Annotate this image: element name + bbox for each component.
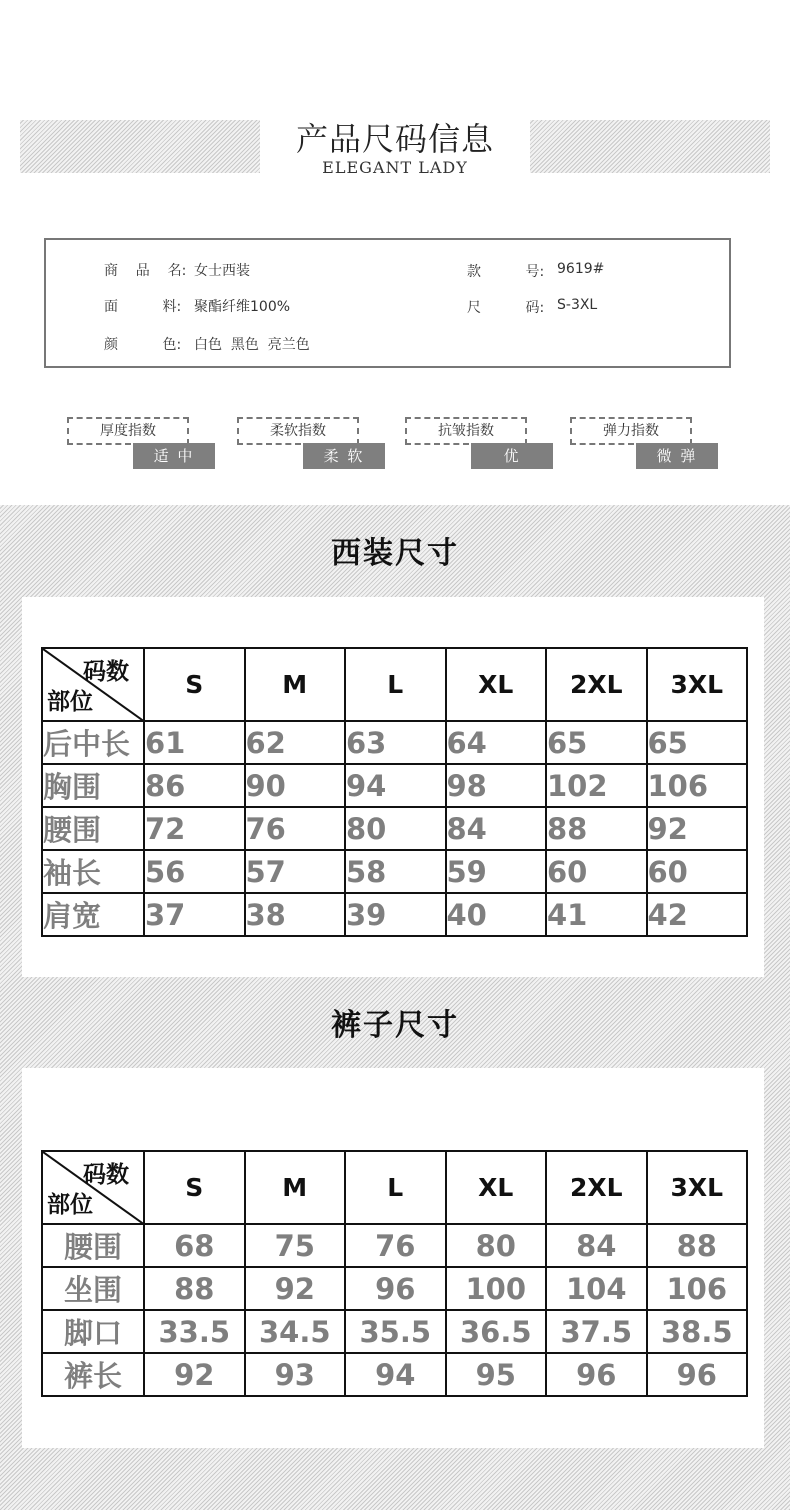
table-cell: 80 bbox=[446, 1224, 547, 1267]
table-cell: 40 bbox=[446, 893, 547, 936]
size-header-xl: XL bbox=[446, 1151, 547, 1224]
row-label: 后中长 bbox=[42, 721, 144, 764]
elasticity-index-value: 微 弹 bbox=[636, 443, 718, 469]
table-row bbox=[42, 721, 747, 764]
table-cell: 94 bbox=[345, 764, 446, 807]
table-cell: 88 bbox=[144, 1267, 245, 1310]
softness-index-value: 柔 软 bbox=[303, 443, 385, 469]
suit-size-title: 西装尺寸 bbox=[331, 536, 459, 571]
name-value: 女士西装 bbox=[194, 263, 250, 279]
table-cell: 102 bbox=[546, 764, 647, 807]
table-row bbox=[42, 1353, 747, 1396]
table-cell: 96 bbox=[345, 1267, 446, 1310]
elasticity-index-label: 弹力指数 bbox=[570, 417, 692, 445]
corner-size-label: 码数 bbox=[83, 1162, 129, 1188]
page-subtitle: ELEGANT LADY bbox=[322, 158, 468, 177]
table-cell: 37.5 bbox=[546, 1310, 647, 1353]
table-cell: 60 bbox=[647, 850, 748, 893]
page-title: 产品尺码信息 bbox=[295, 120, 494, 158]
style-value: 9619# bbox=[557, 261, 605, 277]
corner-part-label: 部位 bbox=[47, 689, 93, 715]
table-cell: 65 bbox=[546, 721, 647, 764]
table-cell: 86 bbox=[144, 764, 245, 807]
table-cell: 96 bbox=[647, 1353, 748, 1396]
size-header-m: M bbox=[245, 648, 346, 721]
table-cell: 80 bbox=[345, 807, 446, 850]
table-row bbox=[42, 1310, 747, 1353]
table-cell: 76 bbox=[245, 807, 346, 850]
table-cell: 59 bbox=[446, 850, 547, 893]
table-cell: 58 bbox=[345, 850, 446, 893]
suit-size-table bbox=[41, 647, 748, 937]
suit-table-corner bbox=[42, 648, 144, 721]
product-info-box bbox=[44, 238, 731, 368]
row-label: 腰围 bbox=[42, 807, 144, 850]
table-cell: 104 bbox=[546, 1267, 647, 1310]
row-label: 胸围 bbox=[42, 764, 144, 807]
table-cell: 98 bbox=[446, 764, 547, 807]
table-cell: 76 bbox=[345, 1224, 446, 1267]
softness-index-label: 柔软指数 bbox=[237, 417, 359, 445]
table-cell: 100 bbox=[446, 1267, 547, 1310]
size-header-l: L bbox=[345, 1151, 446, 1224]
table-row bbox=[42, 764, 747, 807]
table-cell: 94 bbox=[345, 1353, 446, 1396]
table-cell: 61 bbox=[144, 721, 245, 764]
table-cell: 90 bbox=[245, 764, 346, 807]
row-label: 腰围 bbox=[42, 1224, 144, 1267]
table-row bbox=[42, 1224, 747, 1267]
size-header-3xl: 3XL bbox=[647, 648, 748, 721]
table-cell: 84 bbox=[446, 807, 547, 850]
table-cell: 65 bbox=[647, 721, 748, 764]
color-value: 白色 黑色 亮兰色 bbox=[194, 337, 310, 353]
table-row bbox=[42, 893, 747, 936]
size-header-2xl: 2XL bbox=[546, 648, 647, 721]
table-cell: 84 bbox=[546, 1224, 647, 1267]
table-cell: 96 bbox=[546, 1353, 647, 1396]
thickness-index-label: 厚度指数 bbox=[67, 417, 189, 445]
size-header-2xl: 2XL bbox=[546, 1151, 647, 1224]
size-header-s: S bbox=[144, 1151, 245, 1224]
table-cell: 38.5 bbox=[647, 1310, 748, 1353]
fabric-label: 面 料: bbox=[104, 299, 182, 315]
row-label: 脚口 bbox=[42, 1310, 144, 1353]
table-cell: 57 bbox=[245, 850, 346, 893]
elasticity-index bbox=[570, 417, 720, 473]
table-cell: 37 bbox=[144, 893, 245, 936]
table-row bbox=[42, 850, 747, 893]
table-cell: 75 bbox=[245, 1224, 346, 1267]
table-cell: 88 bbox=[647, 1224, 748, 1267]
fabric-value: 聚酯纤维100% bbox=[194, 299, 291, 315]
size-header-xl: XL bbox=[446, 648, 547, 721]
table-cell: 92 bbox=[144, 1353, 245, 1396]
style-label: 款 号: bbox=[467, 264, 545, 280]
table-cell: 106 bbox=[647, 1267, 748, 1310]
table-row bbox=[42, 807, 747, 850]
softness-index bbox=[237, 417, 387, 473]
wrinkle-index-label: 抗皱指数 bbox=[405, 417, 527, 445]
table-cell: 92 bbox=[647, 807, 748, 850]
table-row bbox=[42, 1267, 747, 1310]
table-cell: 39 bbox=[345, 893, 446, 936]
pants-size-title: 裤子尺寸 bbox=[331, 1008, 459, 1043]
table-cell: 93 bbox=[245, 1353, 346, 1396]
table-cell: 41 bbox=[546, 893, 647, 936]
row-label: 袖长 bbox=[42, 850, 144, 893]
corner-part-label: 部位 bbox=[47, 1192, 93, 1218]
size-range-label: 尺 码: bbox=[467, 300, 545, 316]
table-cell: 33.5 bbox=[144, 1310, 245, 1353]
table-cell: 38 bbox=[245, 893, 346, 936]
table-cell: 88 bbox=[546, 807, 647, 850]
table-cell: 106 bbox=[647, 764, 748, 807]
size-header-m: M bbox=[245, 1151, 346, 1224]
thickness-index bbox=[67, 417, 217, 473]
size-header-l: L bbox=[345, 648, 446, 721]
row-label: 坐围 bbox=[42, 1267, 144, 1310]
table-cell: 92 bbox=[245, 1267, 346, 1310]
color-label: 颜 色: bbox=[104, 337, 182, 353]
table-cell: 64 bbox=[446, 721, 547, 764]
table-cell: 62 bbox=[245, 721, 346, 764]
name-label: 商 品 名: bbox=[104, 263, 187, 279]
pants-table-corner bbox=[42, 1151, 144, 1224]
thickness-index-value: 适 中 bbox=[133, 443, 215, 469]
row-label: 裤长 bbox=[42, 1353, 144, 1396]
table-cell: 60 bbox=[546, 850, 647, 893]
corner-size-label: 码数 bbox=[83, 659, 129, 685]
pants-size-table bbox=[41, 1150, 748, 1397]
table-cell: 34.5 bbox=[245, 1310, 346, 1353]
size-range-value: S-3XL bbox=[557, 297, 598, 313]
table-cell: 36.5 bbox=[446, 1310, 547, 1353]
wrinkle-index bbox=[405, 417, 555, 473]
row-label: 肩宽 bbox=[42, 893, 144, 936]
size-header-s: S bbox=[144, 648, 245, 721]
table-cell: 63 bbox=[345, 721, 446, 764]
table-cell: 35.5 bbox=[345, 1310, 446, 1353]
table-cell: 56 bbox=[144, 850, 245, 893]
wrinkle-index-value: 优 bbox=[471, 443, 553, 469]
table-cell: 72 bbox=[144, 807, 245, 850]
size-header-3xl: 3XL bbox=[647, 1151, 748, 1224]
table-cell: 95 bbox=[446, 1353, 547, 1396]
table-cell: 68 bbox=[144, 1224, 245, 1267]
table-cell: 42 bbox=[647, 893, 748, 936]
